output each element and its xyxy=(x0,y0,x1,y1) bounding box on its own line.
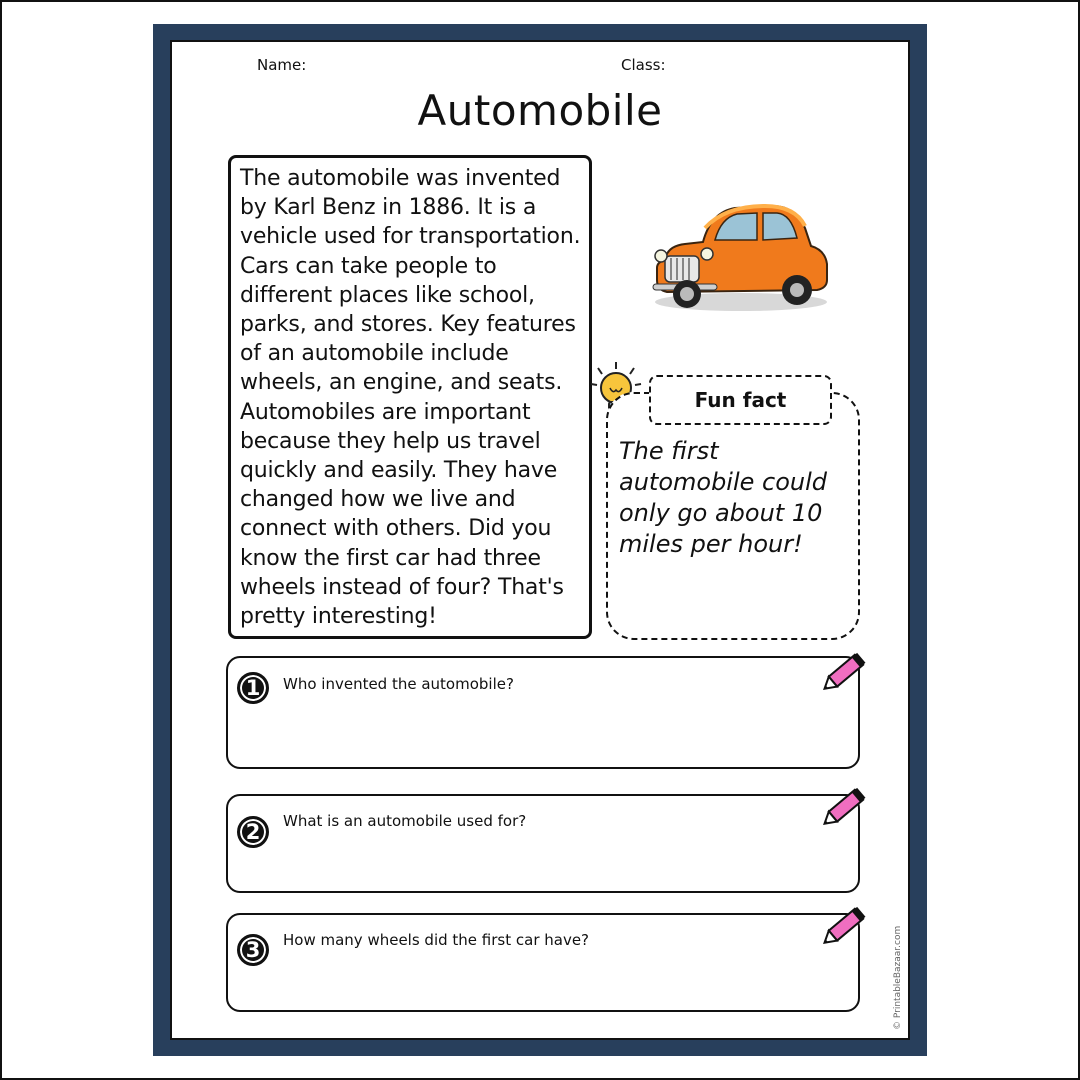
answer-box-1[interactable] xyxy=(226,656,860,769)
question-text-1: Who invented the automobile? xyxy=(283,675,514,693)
reading-passage-box xyxy=(228,155,592,639)
pencil-icon xyxy=(818,904,870,950)
fun-fact-text: The first automobile could only go about 10 miles per hour! xyxy=(619,437,828,558)
class-label: Class: xyxy=(621,56,666,74)
pencil-icon xyxy=(818,650,870,696)
car-illustration xyxy=(645,198,835,316)
reading-passage-text: The automobile was invented by Karl Benz in 1886. It is a vehicle used for transportation. Cars can take people to different places like school, parks, and stores. Key features of an automobile include wheels, an engine, and seats. Automobiles are important because they help us travel quickly and easily. They have changed how we live and connect with others. Did you know the first car had three wheels instead of four? That's pretty interesting! xyxy=(240,166,581,630)
pencil-icon xyxy=(818,785,870,831)
answer-box-3[interactable] xyxy=(226,913,860,1012)
question-number-2: 2 xyxy=(237,816,269,848)
answer-box-2[interactable] xyxy=(226,794,860,893)
fun-fact-heading: Fun fact xyxy=(649,375,832,425)
question-text-3: How many wheels did the first car have? xyxy=(283,931,590,949)
question-number-1: 1 xyxy=(237,672,269,704)
question-number-3: 3 xyxy=(237,934,269,966)
credit-text: © PrintableBazaar.com xyxy=(893,925,903,1030)
name-label: Name: xyxy=(257,56,307,74)
page-title: Automobile xyxy=(417,86,663,135)
question-text-2: What is an automobile used for? xyxy=(283,812,527,830)
